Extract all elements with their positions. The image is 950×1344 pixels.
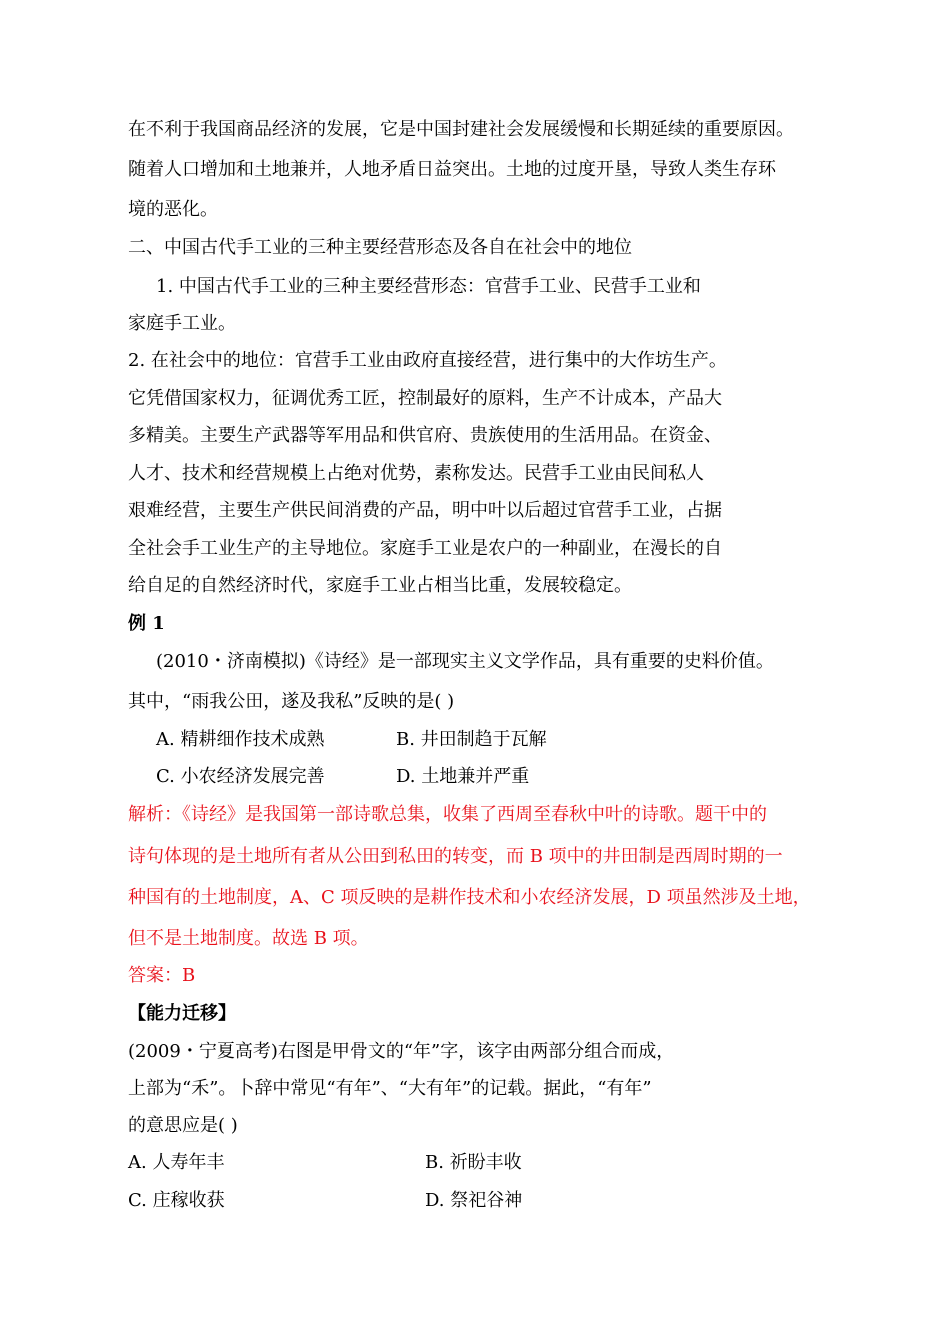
- option-d: D. 祭祀谷神: [425, 1190, 523, 1211]
- list-item-line: 多精美。主要生产武器等军用品和供官府、贵族使用的生活用品。在资金、: [128, 425, 722, 446]
- analysis-line: 但不是土地制度。故选 B 项。: [128, 928, 369, 949]
- analysis-line: 解析：《诗经》是我国第一部诗歌总集，收集了西周至春秋中叶的诗歌。题干中的: [128, 804, 767, 825]
- question-line: (2010・济南模拟)《诗经》是一部现实主义文学作品，具有重要的史料价值。: [156, 651, 774, 672]
- list-item-line: 全社会手工业生产的主导地位。家庭手工业是农户的一种副业，在漫长的自: [128, 538, 722, 559]
- paragraph-line: 在不利于我国商品经济的发展，它是中国封建社会发展缓慢和长期延续的重要原因。: [128, 119, 794, 140]
- list-item-line: 给自足的自然经济时代，家庭手工业占相当比重，发展较稳定。: [128, 575, 632, 596]
- answer-line: 答案：B: [128, 965, 196, 986]
- list-item-line: 它凭借国家权力，征调优秀工匠，控制最好的原料，生产不计成本，产品大: [128, 388, 722, 409]
- transfer-heading: 【能力迁移】: [128, 1003, 236, 1024]
- option-b: B. 祈盼丰收: [425, 1152, 522, 1173]
- option-b: B. 井田制趋于瓦解: [396, 729, 547, 750]
- example-label: 例 1: [128, 613, 165, 634]
- option-a: A. 精耕细作技术成熟: [156, 729, 325, 750]
- section-heading: 二、中国古代手工业的三种主要经营形态及各自在社会中的地位: [128, 237, 632, 258]
- paragraph-line: 随着人口增加和土地兼并，人地矛盾日益突出。土地的过度开垦，导致人类生存环: [128, 159, 776, 180]
- list-item-line: 人才、技术和经营规模上占绝对优势，素称发达。民营手工业由民间私人: [128, 463, 704, 484]
- question-line: 其中，“雨我公田，遂及我私”反映的是( ): [128, 691, 455, 712]
- list-item-line: 艰难经营，主要生产供民间消费的产品，明中叶以后超过官营手工业，占据: [128, 500, 722, 521]
- option-d: D. 土地兼并严重: [396, 766, 530, 787]
- analysis-line: 种国有的土地制度，A、C 项反映的是耕作技术和小农经济发展，D 项虽然涉及土地，: [128, 887, 811, 908]
- question-line: 的意思应是( ): [128, 1115, 238, 1136]
- option-c: C. 庄稼收获: [128, 1190, 225, 1211]
- analysis-line: 诗句体现的是土地所有者从公田到私田的转变，而 B 项中的井田制是西周时期的一: [128, 846, 783, 867]
- question-line: 上部为“禾”。卜辞中常见“有年”、“大有年”的记载。据此，“有年”: [128, 1078, 652, 1099]
- paragraph-line: 境的恶化。: [128, 199, 218, 220]
- list-item-line: 1. 中国古代手工业的三种主要经营形态：官营手工业、民营手工业和: [156, 276, 701, 297]
- list-item-line: 家庭手工业。: [128, 313, 236, 334]
- question-line: (2009・宁夏高考)右图是甲骨文的“年”字，该字由两部分组合而成，: [128, 1041, 675, 1062]
- option-c: C. 小农经济发展完善: [156, 766, 325, 787]
- option-a: A. 人寿年丰: [128, 1152, 225, 1173]
- list-item-line: 2. 在社会中的地位：官营手工业由政府直接经营，进行集中的大作坊生产。: [128, 350, 727, 371]
